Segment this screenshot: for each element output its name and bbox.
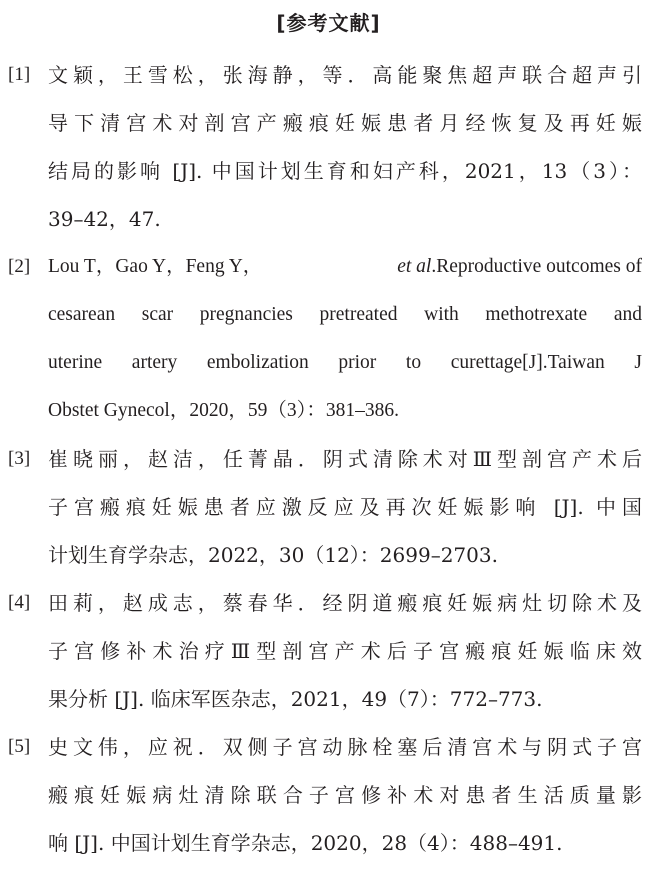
reference-line: 瘢痕妊娠病灶清除联合子宫修补术对患者生活质量影 (48, 783, 642, 807)
reference-line: 39–42，47. (48, 207, 161, 231)
reference-line: 田莉，赵成志，蔡春华．经阴道瘢痕妊娠病灶切除术及 (48, 591, 642, 615)
reference-authors: Lou T，Gao Y，Feng Y， (48, 256, 263, 277)
reference-line: 子宫瘢痕妊娠患者应激反应及再次妊娠影响 [J]. 中国 (48, 495, 642, 519)
reference-number: [3] (8, 448, 31, 469)
reference-line (48, 242, 642, 292)
reference-line: 结局的影响 [J]. 中国计划生育和妇产科，2021，13（3）： (48, 159, 642, 183)
reference-line: Obstet Gynecol，2020，59（3）：381–386. (48, 400, 399, 421)
reference-line: 崔晓丽，赵洁，任菁晶．阴式清除术对Ⅲ型剖宫产术后 (48, 447, 642, 471)
reference-number: [4] (8, 592, 31, 613)
reference-line: cesarean scar pregnancies pretreated with methotrexate and (48, 304, 642, 325)
reference-number: [1] (8, 64, 31, 85)
reference-line: 史文伟，应祝．双侧子宫动脉栓塞后清宫术与阴式子宫 (48, 735, 642, 759)
reference-line: 子宫修补术治疗Ⅲ型剖宫产术后子宫瘢痕妊娠临床效 (48, 639, 642, 663)
reference-line: 果分析 [J]. 临床军医杂志，2021，49（7）：772–773. (48, 687, 543, 711)
reference-number: [2] (8, 256, 31, 277)
reference-line: 文颖，王雪松，张海静，等．高能聚焦超声联合超声引 (48, 63, 642, 87)
reference-number: [5] (8, 736, 31, 757)
references-heading: [参考文献] (276, 11, 381, 35)
reference-title-fragment: .Reproductive outcomes of (431, 256, 642, 277)
reference-line: 响 [J]. 中国计划生育学杂志，2020，28（4）：488–491. (48, 831, 563, 855)
reference-line: uterine artery embolization prior to curettage[J].Taiwan J (48, 352, 642, 373)
reference-line: 导下清宫术对剖宫产瘢痕妊娠患者月经恢复及再妊娠 (48, 111, 642, 135)
reference-title-start (397, 242, 642, 292)
reference-line: 计划生育学杂志，2022，30（12）：2699–2703. (48, 543, 498, 567)
et-al-italic: et al (397, 256, 432, 277)
